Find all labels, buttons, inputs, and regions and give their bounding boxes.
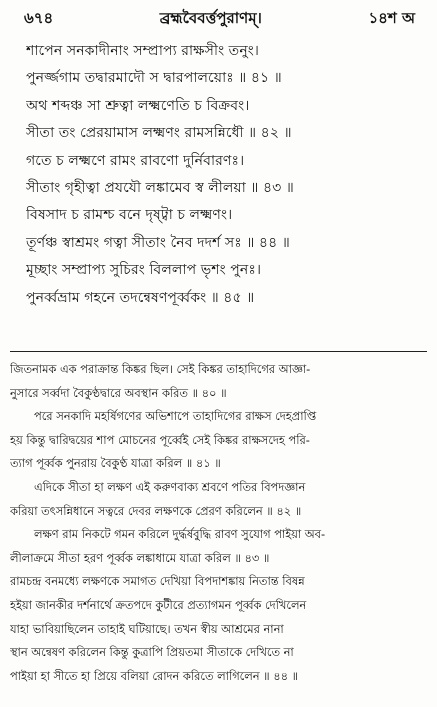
verse-line: সীতা তং প্রেরয়ামাস লক্ষ্মণং রামসন্নিধৌ ॥ ৪২ ॥ [26, 125, 292, 142]
commentary-line: নুসারে সর্ব্বদা বৈকুণ্ঠদ্বারে অবস্থান করিত ॥ ৪০ ॥ [10, 385, 227, 400]
commentary-line: জিতনামক এক পরাক্রান্ত কিঙ্কর ছিল। সেই কিঙ্কর তাহাদিগের আজ্ঞা- [10, 362, 311, 376]
commentary-line: রামচন্দ্র বনমধ্যে লক্ষণকে সমাগত দেখিয়া বিপদাশঙ্কায় নিতান্ত বিষন্ন [10, 574, 305, 589]
commentary-line: স্থান অন্বেষণ করিলেন কিন্তু কুত্রাপি প্রিয়তমা সীতাকে দেখিতে না [10, 645, 294, 660]
commentary-line: করিয়া তৎসন্নিধানে সত্বরে দেবর লক্ষণকে প্রেরণ করিলেন ॥ ৪২ ॥ [10, 503, 302, 518]
verse-line: তূর্ণঞ্চ স্বাশ্রমং গত্বা সীতাং নৈব দদর্শ সঃ ॥ ৪৪ ॥ [26, 234, 290, 251]
commentary-line: লক্ষণ রাম নিকটে গমন করিলে দুর্দ্ধর্ষবুদ্ধি রাবণ সুযোগ পাইয়া অব- [34, 527, 326, 542]
commentary-line: লীলাক্রমে সীতা হরণ পূর্ব্বক লঙ্কাধামে যাত্রা করিল ॥ ৪৩ ॥ [10, 550, 270, 565]
commentary-line: হইয়া জানকীর দর্শনার্থে ক্রতপদে কুটীরে প্রত্যাগমন পূর্ব্বক দেখিলেন [10, 597, 307, 612]
page-number: ৬৭৪ [24, 8, 54, 27]
running-title: ব্রহ্মবৈবর্ত্তপুরাণম্‌। [159, 8, 262, 27]
verse-line: অথ শব্দঞ্চ সা শ্রুত্বা লক্ষ্মণেতি চ বিক্রবং। [26, 97, 250, 114]
commentary-line: এদিকে সীতা হা লক্ষণ এই করুণবাক্য শ্রবণে পতির বিপদজ্ঞান [34, 479, 306, 494]
bengali-commentary [10, 358, 425, 688]
verse-line: বিষসাদ চ রামশ্চ বনে দৃষ্ট্বা চ লক্ষ্মণং। [26, 207, 233, 224]
page-header [24, 6, 415, 32]
verse-line: পুনর্ব্বভ্রাম গহনে তদন্বেষণপূর্ব্বকং ॥ ৪৫ ॥ [26, 289, 255, 306]
commentary-line: পাইয়া হা সীতে হা প্রিয়ে বলিয়া রোদন করিতে লাগিলেন ॥ ৪৪ ॥ [10, 668, 299, 683]
commentary-line: হয় কিন্তু দ্বারিদ্বয়ের শাপ মোচনের পূর্ব্বেই সেই কিঙ্কর রাক্ষসদেহ পরি- [10, 432, 310, 447]
commentary-line: পরে সনকাদি মহর্ষিগণের অভিশাপে তাহাদিগের রাক্ষস দেহপ্রাপ্তি [34, 409, 317, 424]
verse-line: মূচ্ছাং সম্প্রাপ্য সুচিরং বিললাপ ভৃশং পুনঃ। [26, 262, 262, 279]
sanskrit-verses [26, 38, 419, 312]
verse-line: পুনর্জ্জগাম তদ্বারমাদৌ স দ্বারপালয়োঃ ॥ ৪১ ॥ [26, 70, 282, 87]
chapter-marker: ১৪শ অ [368, 8, 415, 27]
commentary-line: যাহা ভাবিয়াছিলেন তাহাই ঘটিয়াছে। তখন স্বীয় আশ্রমের নানা [10, 621, 284, 636]
verse-line: সীতাং গৃহীত্বা প্রযযৌ লঙ্কামেব স্ব লীলয়া ॥ ৪৩ ॥ [26, 179, 294, 196]
section-divider [10, 351, 427, 352]
verse-line: শাপেন সনকাদীনাং সম্প্রাপ্য রাক্ষসীং তনুং। [26, 43, 259, 59]
verse-line: গতে চ লক্ষ্মণে রামং রাবণো দুর্নিবারণঃ। [26, 152, 245, 169]
commentary-line: ত্যাগ পূর্ব্বক পুনরায় বৈকুণ্ঠ যাত্রা করিল ॥ ৪১ ॥ [10, 456, 221, 471]
